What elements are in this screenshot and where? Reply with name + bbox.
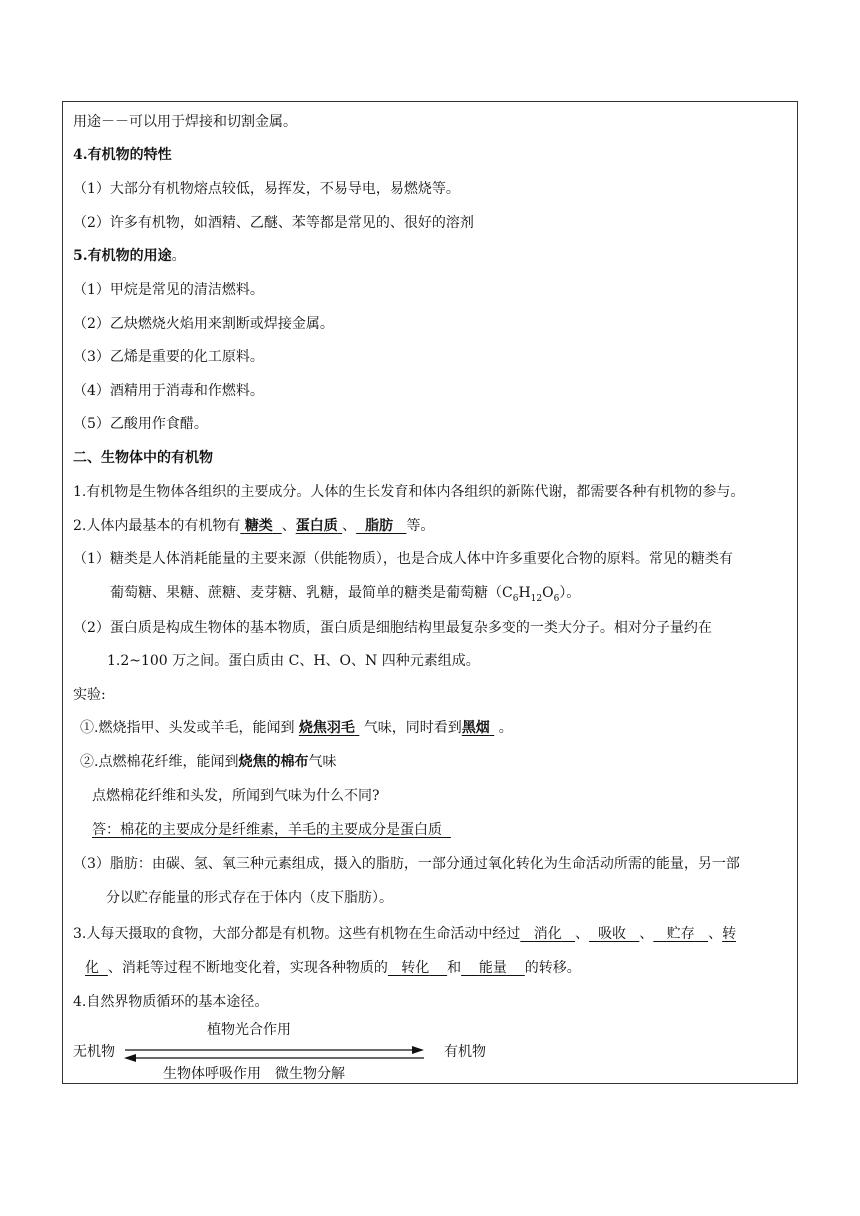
blank-answer: 能量 bbox=[478, 960, 507, 976]
blank-answer: 烧焦羽毛 bbox=[298, 720, 355, 736]
left-arrow bbox=[124, 1054, 424, 1062]
text: 2.人体内最基本的有机物有 bbox=[73, 518, 241, 534]
diagram-label-organic: 有机物 bbox=[444, 1044, 486, 1060]
text: 的转移。 bbox=[524, 960, 581, 976]
blank-answer: 吸收 bbox=[597, 926, 626, 942]
subscript: 12 bbox=[530, 593, 543, 604]
text: ②.点燃棉花纤维，能闻到 bbox=[80, 754, 239, 770]
diagram-label-respiration: 生物体呼吸作用 微生物分解 bbox=[163, 1066, 345, 1082]
text: 等。 bbox=[406, 518, 435, 534]
text: 和 bbox=[447, 960, 462, 976]
subscript: 6 bbox=[512, 593, 519, 604]
paragraph: 1.有机物是生物体各组织的主要成分。人体的生长发育和体内各组织的新陈代谢，都需要各种有机物的参与。 bbox=[73, 484, 745, 500]
text: 气味 bbox=[308, 754, 337, 770]
paragraph: （3）乙烯是重要的化工原料。 bbox=[73, 349, 264, 365]
blank-answer: 脂肪 bbox=[365, 518, 394, 534]
blank-answer: 蛋白质 bbox=[295, 518, 338, 534]
text: O bbox=[542, 585, 554, 601]
heading-organic-properties: 4.有机物的特性 bbox=[73, 147, 172, 163]
diagram-label-inorganic: 无机物 bbox=[73, 1044, 115, 1060]
paragraph: （3）脂肪：由碳、氢、氧三种元素组成，摄入的脂肪，一部分通过氧化转化为生命活动所需的能量，另一部 bbox=[73, 856, 740, 872]
paragraph: （1）甲烷是常见的清洁燃料。 bbox=[73, 282, 264, 298]
text: 气味，同时看到 bbox=[363, 720, 462, 736]
answer: 答：棉花的主要成分是纤维素，羊毛的主要成分是蛋白质 bbox=[92, 822, 442, 838]
text: 葡萄糖、果糖、蔗糖、麦芽糖、乳糖，最简单的糖类是葡萄糖（C bbox=[110, 585, 513, 601]
paragraph: （5）乙酸用作食醋。 bbox=[73, 416, 208, 432]
paragraph: （1）糖类是人体消耗能量的主要来源（供能物质），也是合成人体中许多重要化合物的原料。常见的糖类有 bbox=[73, 551, 733, 567]
punct: 、 bbox=[281, 518, 296, 534]
blank-answer: 化 bbox=[85, 960, 99, 976]
paragraph: （1）大部分有机物熔点较低，易挥发，不易导电，易燃烧等。 bbox=[73, 181, 460, 197]
paragraph: 分以贮存能量的形式存在于体内（皮下脂肪）。 bbox=[106, 890, 393, 906]
subscript: 6 bbox=[553, 593, 560, 604]
blank-answer: 糖类 bbox=[244, 518, 273, 534]
text: 3.人每天摄取的食物，大部分都是有机物。这些有机物在生命活动中经过 bbox=[73, 926, 521, 942]
punct: 。 bbox=[171, 248, 186, 264]
punct: 、 bbox=[575, 926, 590, 942]
punct: 。 bbox=[498, 720, 513, 736]
text: ）。 bbox=[559, 585, 581, 601]
punct: 、 bbox=[639, 926, 654, 942]
diagram-label-photosynthesis: 植物光合作用 bbox=[207, 1022, 291, 1038]
blank-answer: 黑烟 bbox=[461, 720, 490, 736]
heading-text: 5.有机物的用途 bbox=[73, 248, 172, 264]
paragraph: （4）酒精用于消毒和作燃料。 bbox=[73, 383, 264, 399]
right-arrow bbox=[125, 1046, 424, 1054]
punct: 、 bbox=[708, 926, 723, 942]
text: 、消耗等过程不断地变化着，实现各种物质的 bbox=[107, 960, 388, 976]
blank-answer: 转 bbox=[722, 926, 737, 942]
usage-line: 用途－－可以用于焊接和切割金属。 bbox=[73, 114, 297, 130]
paragraph: 4.自然界物质循环的基本途径。 bbox=[73, 994, 269, 1010]
question: 点燃棉花纤维和头发，所闻到气味为什么不同? bbox=[92, 788, 380, 804]
answer: 烧焦的棉布 bbox=[238, 754, 309, 770]
blank-answer: 转化 bbox=[401, 960, 430, 976]
text: ①.燃烧指甲、头发或羊毛，能闻到 bbox=[80, 720, 295, 736]
experiment-label: 实验: bbox=[73, 687, 106, 703]
paragraph: （2）蛋白质是构成生物体的基本物质，蛋白质是细胞结构里最复杂多变的一类大分子。相对分子量约在 bbox=[73, 620, 712, 636]
paragraph: （2）许多有机物，如酒精、乙醚、苯等都是常见的、很好的溶剂 bbox=[73, 215, 474, 231]
text: H bbox=[518, 585, 531, 601]
paragraph: 1.2~100 万之间。蛋白质由 C、H、O、N 四种元素组成。 bbox=[107, 653, 480, 669]
blank-answer: 消化 bbox=[533, 926, 562, 942]
blank-answer: 贮存 bbox=[666, 926, 695, 942]
punct: 、 bbox=[342, 518, 357, 534]
paragraph: （2）乙炔燃烧火焰用来割断或焊接金属。 bbox=[73, 316, 334, 332]
heading-section-2: 二、生物体中的有机物 bbox=[73, 450, 213, 466]
